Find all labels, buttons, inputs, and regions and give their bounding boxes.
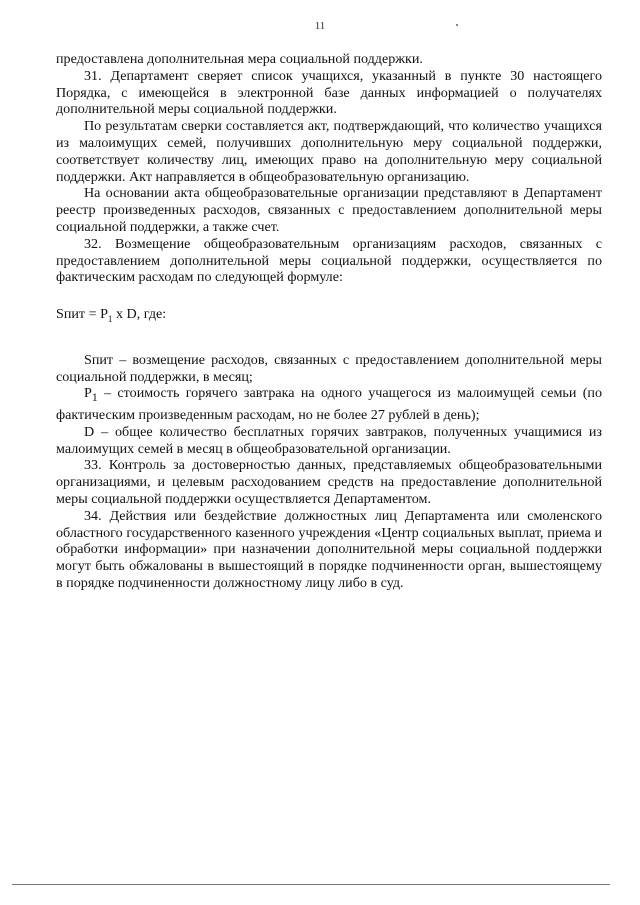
- definition-p1-text: – стоимость горячего завтрака на одного учащегося из малоимущей семьи (по фактическим произведенным расходам, но не более 27 рублей в день);: [56, 385, 602, 423]
- paragraph-expense-registry: На основании акта общеобразовательные организации представляют в Департамент реестр произведенных расходов, связанных с предоставлением дополнительной меры социальной поддержки, а также счет.: [56, 185, 602, 235]
- formula-subscript: 1: [107, 313, 113, 324]
- definition-s-pit: Sпит – возмещение расходов, связанных с предоставлением дополнительной меры социальной поддержки, в месяц;: [56, 351, 602, 385]
- paragraph-continuation: предоставлена дополнительная мера социальной поддержки.: [56, 51, 423, 67]
- paragraph-item-32: 32. Возмещение общеобразовательным организациям расходов, связанных с предоставлением дополнительной меры социальной поддержки, осуществляется по фактическим расходам по следующей формуле:: [56, 235, 602, 286]
- paragraph-item-33: 33. Контроль за достоверностью данных, представляемых общеобразовательными организациями, и целевым расходованием средств на предоставление дополнительной меры социальной поддержки осуществляется Департаментом.: [56, 457, 602, 507]
- formula-rhs: x D, где:: [112, 306, 167, 323]
- paragraph-item-34: 34. Действия или бездействие должностных лиц Департамента или смоленского областного государственного казенного учреждения «Центр социальных выплат, приема и обработки информации» при назначении дополнительной меры социальной поддержки могут быть обжалованы в вышестоящий в порядке подчиненности орган, вышестоящему в порядке подчиненности должностному лицу либо в суд.: [56, 507, 602, 591]
- paragraph-item-31: 31. Департамент сверяет список учащихся, указанный в пункте 30 настоящего Порядка, с имеющейся в электронной базе данных информацией о получателях дополнительной меры социальной поддержки.: [56, 67, 602, 118]
- formula-lhs: Sпит = P: [56, 306, 108, 323]
- paragraph-reconciliation-act: По результатам сверки составляется акт, подтверждающий, что количество учащихся из малоимущих семей, получивших дополнительную меру социальной поддержки, соответствует количеству лиц, имеющих право на дополнительную меру социальной поддержки. Акт направляется в общеобразовательную организацию.: [56, 118, 602, 185]
- page-number: 11: [314, 20, 326, 32]
- definition-p1: [56, 385, 602, 423]
- formula: [56, 306, 602, 328]
- footer-rule: [12, 884, 610, 885]
- definition-p1-subscript: 1: [91, 391, 98, 405]
- document-body: [56, 51, 602, 592]
- scan-mark: [456, 24, 458, 26]
- definition-d: D – общее количество бесплатных горячих завтраков, полученных учащимися из малоимущих семей в месяц в общеобразовательной организации.: [56, 423, 602, 457]
- definition-p1-symbol: P: [84, 385, 92, 402]
